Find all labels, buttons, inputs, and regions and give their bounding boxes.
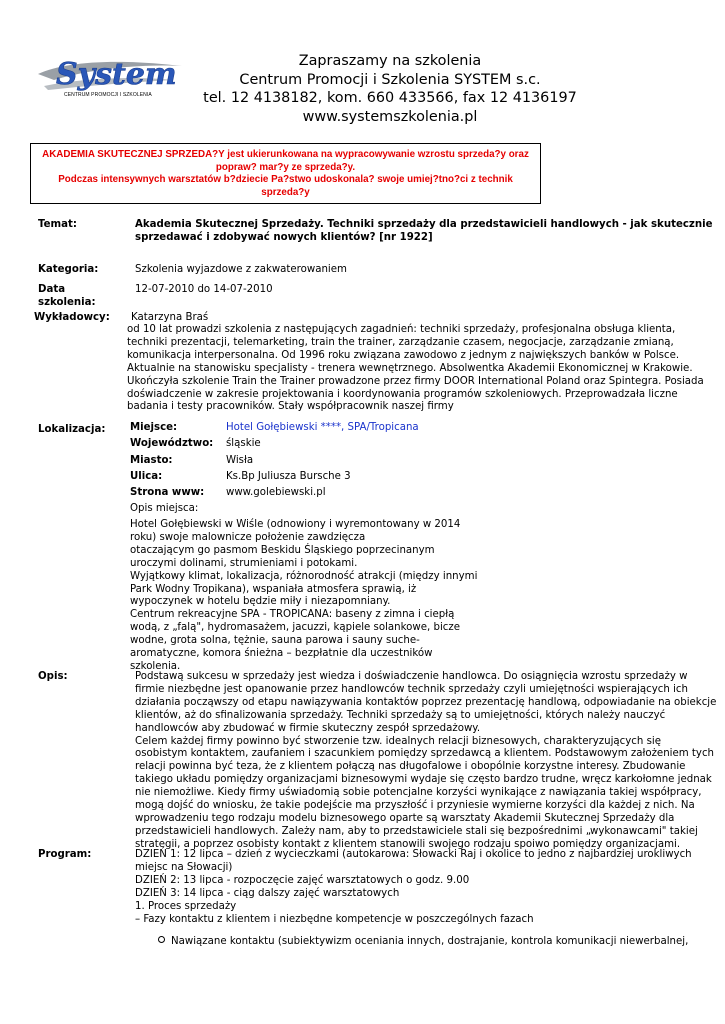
lecturer-bio-line: Aktualnie na stanowisku specjalisty - trenera wewnętrznego. Absolwentka Akademii Ekonomicznej w Krakowie.: [127, 362, 693, 374]
date-label-2: szkolenia:: [38, 296, 96, 308]
date-label: [38, 284, 96, 310]
description-line: klientów, aż do sfinalizowania sprzedaży. Techniki sprzedaży są to umiejętności, których należy nauczyć: [135, 709, 666, 721]
program-line: miejsc na Słowacji): [135, 861, 233, 873]
banner-line-3: Podczas intensywnych warsztatów b?dziecie Pa?stwo udoskonala? swoje umiej?tno?ci z technik: [58, 174, 513, 185]
header-line-1: Zapraszamy na szkolenia: [298, 53, 482, 69]
town-value: Wisła: [226, 455, 254, 466]
header-line-2: Centrum Promocji i Szkolenia SYSTEM s.c.: [239, 71, 541, 88]
lecturer-bio-line: od 10 lat prowadzi szkolenia z następujących zagadnień: techniki sprzedaży, profesjonalna obsługa klienta,: [127, 324, 676, 335]
description-line: strategii, a poprzez osobisty kontakt z klientem stanowili swojego rodzaju spoiwo pomiędzy organizacjami.: [135, 838, 681, 850]
lecturer-bio-line: Ukończyła szkolenie Train the Trainer prowadzone przez firmy DOOR International Poland oraz Spintegra. Posiada: [127, 375, 704, 387]
street-label: Ulica:: [130, 471, 163, 482]
place-description-line: Park Wodny Tropikana), wspaniała atmosfera sprawią, iż: [130, 583, 417, 595]
lecturer-name: Katarzyna Braś: [131, 312, 209, 323]
description-line: Podstawą sukcesu w sprzedaży jest wiedza i doświadczenie handlowca. Do osiągnięcia wzrostu sprzedaży w: [135, 671, 688, 682]
program-line: DZIEŃ 3: 14 lipca - ciąg dalszy zajęć warsztatowych: [135, 887, 400, 899]
program-line: 1. Proces sprzedaży: [135, 900, 237, 912]
description-line: mogą dojść do wniosku, że takie podejście ma przyszłość i przyniesie wymierne korzyści dla każdej z nich. Na: [135, 800, 695, 812]
program-line: DZIEŃ 1: 12 lipca – dzień z wycieczkami (autokarowa: Słowacki Raj i okolice to jedno z najbardziej urokliwych: [135, 849, 692, 860]
lecturer-bio: [127, 324, 707, 414]
description-line: przedstawicieli handlowych. Zależy nam, aby to przedstawiciele stali się bezpośrednimi „wykonawcami" takiej: [135, 825, 698, 837]
place-description-line: aromatyczne, komora śnieżna – bezpłatnie dla uczestników: [130, 648, 433, 660]
program-body: [135, 849, 715, 926]
place-description-line: Centrum rekreacyjne SPA - TROPICANA: baseny z zimna i ciepłą: [130, 609, 455, 621]
program-bullet-list: [158, 936, 698, 949]
header: [200, 52, 580, 126]
topic-value: [135, 219, 713, 245]
description-line: nie niemożliwe. Kiedy firmy uświadomią sobie potencjalne korzyści wynikające z nawiązania takiej współpracy,: [135, 787, 702, 799]
banner-line-4: sprzeda?y: [261, 186, 310, 198]
description-line: relacji powinna być teza, że z klientem połączą nas długofalowe i obopólnie korzystne interesy. Zbudowanie: [135, 761, 686, 773]
place-description-line: Wyjątkowy klimat, lokalizacja, różnorodność atrakcji (między innymi: [130, 570, 478, 582]
lecturer-bio-line: badania i testy pracowników. Stały współpracownik naszej firmy: [127, 401, 454, 413]
place-description-label: Opis miejsca:: [130, 503, 199, 514]
description-body: [135, 671, 715, 852]
program-line: DZIEŃ 2: 13 lipca - rozpoczęcie zajęć warsztatowych o godz. 9.00: [135, 874, 470, 886]
header-website: www.systemszkolenia.pl: [302, 108, 478, 125]
category-value: Szkolenia wyjazdowe z zakwaterowaniem: [135, 264, 347, 275]
hotel-link[interactable]: Hotel Gołębiewski ****, SPA/Tropicana: [226, 422, 419, 433]
website-label: Strona www:: [130, 487, 205, 498]
topic-label: Temat:: [38, 219, 77, 230]
lecturer-bio-line: techniki prezentacji, telemarketing, train the trainer, zarządzanie czasem, negocjacje, zarządzanie zmianą,: [127, 336, 674, 348]
description-line: handlowców aby zbudować w firmie skuteczny zespół sprzedażowy.: [135, 722, 481, 734]
description-label: Opis:: [38, 671, 68, 682]
province-label: Województwo:: [130, 438, 214, 449]
date-value: 12-07-2010 do 14-07-2010: [135, 284, 273, 295]
place-description-line: roku) swoje malownicze położenie zawdzięcza: [130, 531, 366, 543]
logo-wordmark: System: [56, 57, 177, 92]
description-line: działania począwszy od etapu nawiązywania kontaktów poprzez prezentację handlową, odpowiadanie na obiekcje: [135, 696, 717, 708]
topic-line-1: Akademia Skutecznej Sprzedaży. Techniki sprzedaży dla przedstawicieli handlowych - jak skutecznie: [135, 219, 713, 230]
logo-caption: CENTRUM PROMOCJI I SZKOLENIA: [64, 92, 152, 98]
website-value: www.golebiewski.pl: [226, 487, 326, 498]
description-line: wprowadzeniu tego rodzaju modelu biznesowego oparte są warsztaty Akademii Skutecznej Sprzedaży dla: [135, 812, 675, 824]
lecturer-bio-line: doświadczenie w zakresie projektowania i koordynowania programów szkoleniowych. Przeprowadzała liczne: [127, 388, 678, 400]
place-label: Miejsce:: [130, 422, 178, 433]
place-description-line: uroczymi dolinami, strumieniami i potokami.: [130, 557, 358, 569]
program-label: Program:: [38, 849, 92, 860]
place-description-line: wodą, z „falą", hydromasażem, jacuzzi, kąpiele solankowe, bicze: [130, 622, 460, 634]
header-line-3: tel. 12 4138182, kom. 660 433566, fax 12 4136197: [203, 90, 577, 106]
lecturer-bio-line: komunikacja interpersonalna. Od 1996 roku związana zawodowo z jednym z największych banków w Polsce.: [127, 349, 680, 361]
banner-line-1: AKADEMIA SKUTECZNEJ SPRZEDA?Y jest ukierunkowana na wypracowywanie wzrostu sprzeda?y oraz: [42, 149, 529, 160]
place-description-line: wypoczynek w hotelu będzie miły i niezapomniany.: [130, 596, 391, 608]
place-description-line: wodne, grota solna, tężnie, sauna parowa i sauny suche-: [130, 635, 420, 647]
description-line: firmie niezbędne jest opanowanie przez handlowców technik sprzedaży czyli umiejętności wspierających ich: [135, 683, 688, 695]
banner-line-2: popraw? mar?y ze sprzeda?y.: [215, 161, 356, 173]
place-description-line: Hotel Gołębiewski w Wiśle (odnowiony i wyremontowany w 2014: [130, 519, 461, 530]
town-label: Miasto:: [130, 455, 173, 466]
promo-banner: [30, 143, 541, 204]
program-line: – Fazy kontaktu z klientem i niezbędne kompetencje w poszczególnych fazach: [135, 913, 534, 925]
description-line: Celem każdej firmy powinno być stworzenie tzw. idealnych relacji biznesowych, charakteryzujących się: [135, 735, 661, 747]
place-description: [130, 519, 478, 674]
description-line: osobistym kontaktem, zaufaniem i szacunkiem pomiędzy sprzedawcą a klientem. Podstawowym założeniem tych: [135, 748, 715, 760]
lecturer-label: Wykładowcy:: [34, 312, 110, 323]
category-label: Kategoria:: [38, 264, 99, 275]
place-description-line: szkolenia.: [130, 660, 181, 672]
list-item: [158, 936, 698, 949]
street-value: Ks.Bp Juliusza Bursche 3: [226, 471, 351, 482]
description-line: takiego układu pomiędzy organizacjami biznesowymi wydaje się często bardzo trudne, wręcz karkołomne jednak: [135, 774, 712, 786]
circle-bullet-icon: [158, 936, 165, 943]
location-label: Lokalizacja:: [38, 424, 106, 435]
topic-line-2: sprzedawać i zdobywać nowych klientów? [nr 1922]: [135, 231, 433, 243]
program-bullet-text: Nawiązane kontaktu (subiektywizm oceniania innych, dostrajanie, kontrola komunikacji niewerbalnej,: [171, 936, 689, 947]
province-value: śląskie: [226, 438, 261, 449]
place-description-line: otaczającym go pasmom Beskidu Śląskiego poprzecinanym: [130, 544, 435, 556]
date-label-1: Data: [38, 284, 66, 295]
